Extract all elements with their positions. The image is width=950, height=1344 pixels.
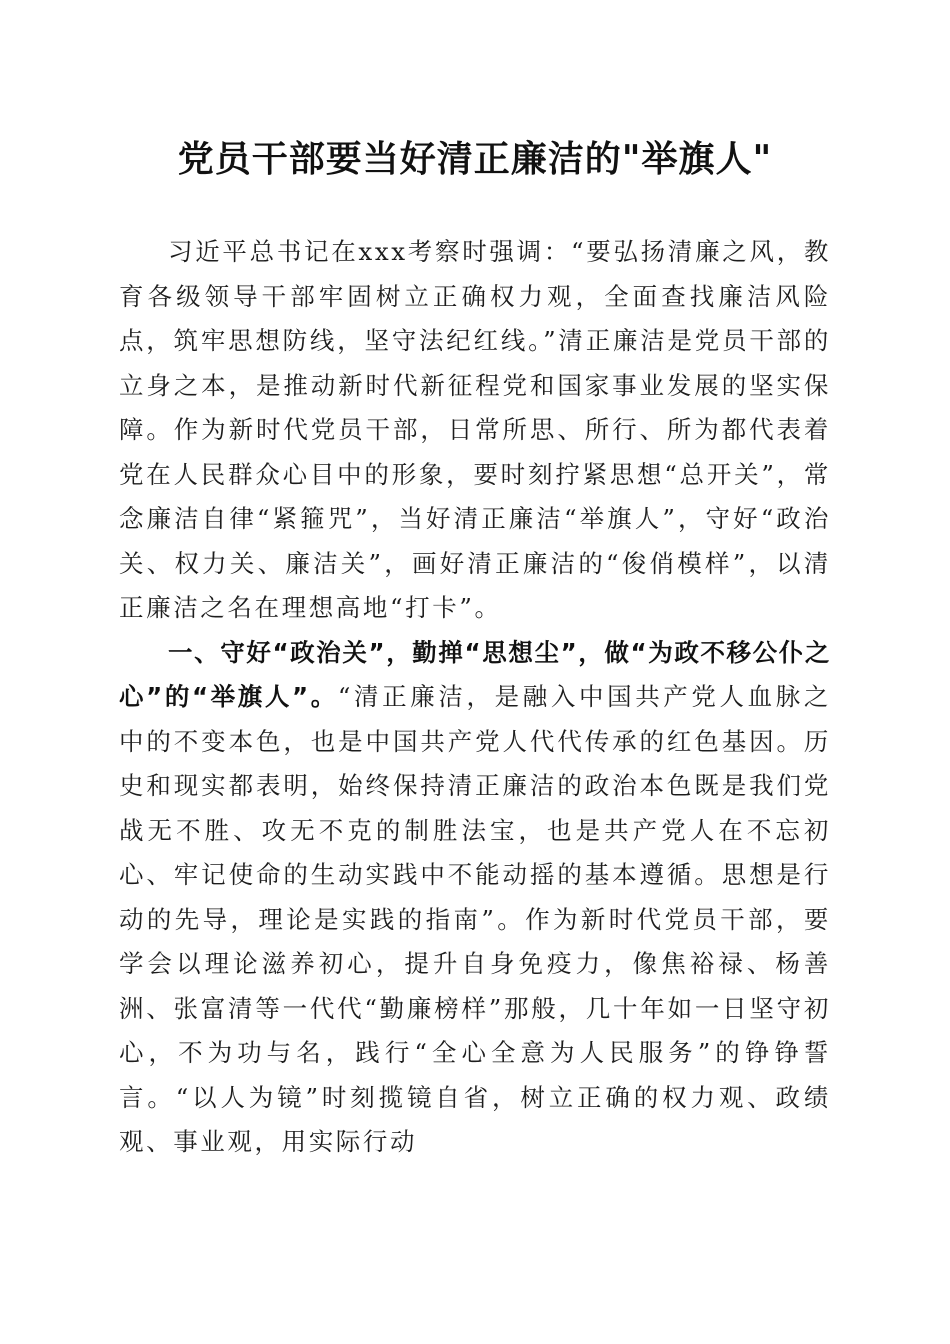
intro-paragraph-text: 习近平总书记在xxx考察时强调：“要弘扬清廉之风，教育各级领导干部牢固树立正确权力观，全面查找廉洁风险点，筑牢思想防线，坚守法纪红线。”清正廉洁是党员干部的立身之本，是推动新时代新征程党和国家事业发展的坚实保障。作为新时代党员干部，日常所思、所行、所为都代表着党在人民群众心目中的形象，要时刻拧紧思想“总开关”，常念廉洁自律“紧箍咒”，当好清正廉洁“举旗人”，守好“政治关、权力关、廉洁关”，画好清正廉洁的“俊俏模样”，以清正廉洁之名在理想高地“打卡”。 <box>119 237 831 622</box>
section-one-text: “清正廉洁，是融入中国共产党人血脉之中的不变本色，也是中国共产党人代代传承的红色基因。历史和现实都表明，始终保持清正廉洁的政治本色既是我们党战无不胜、攻无不克的制胜法宝，也是共产党人在不忘初心、牢记使命的生动实践中不能动摇的基本遵循。思想是行动的先导，理论是实践的指南”。作为新时代党员干部，要学会以理论滋养初心，提升自身免疫力，像焦裕禄、杨善洲、张富清等一代代“勤廉榜样”那般，几十年如一日坚守初心，不为功与名，践行“全心全意为人民服务”的铮铮誓言。“以人为镜”时刻揽镜自省，树立正确的权力观、政绩观、事业观，用实际行动 <box>119 682 831 1156</box>
intro-paragraph <box>119 230 831 631</box>
section-one-heading: 一、守好“政治关”，勤掸“思想尘”，做“为政不移公仆之心”的“举旗人”。 <box>119 637 831 711</box>
document-body <box>119 230 831 1165</box>
section-one-paragraph <box>119 631 831 1165</box>
document-title: 党员干部要当好清正廉洁的"举旗人" <box>177 138 773 180</box>
